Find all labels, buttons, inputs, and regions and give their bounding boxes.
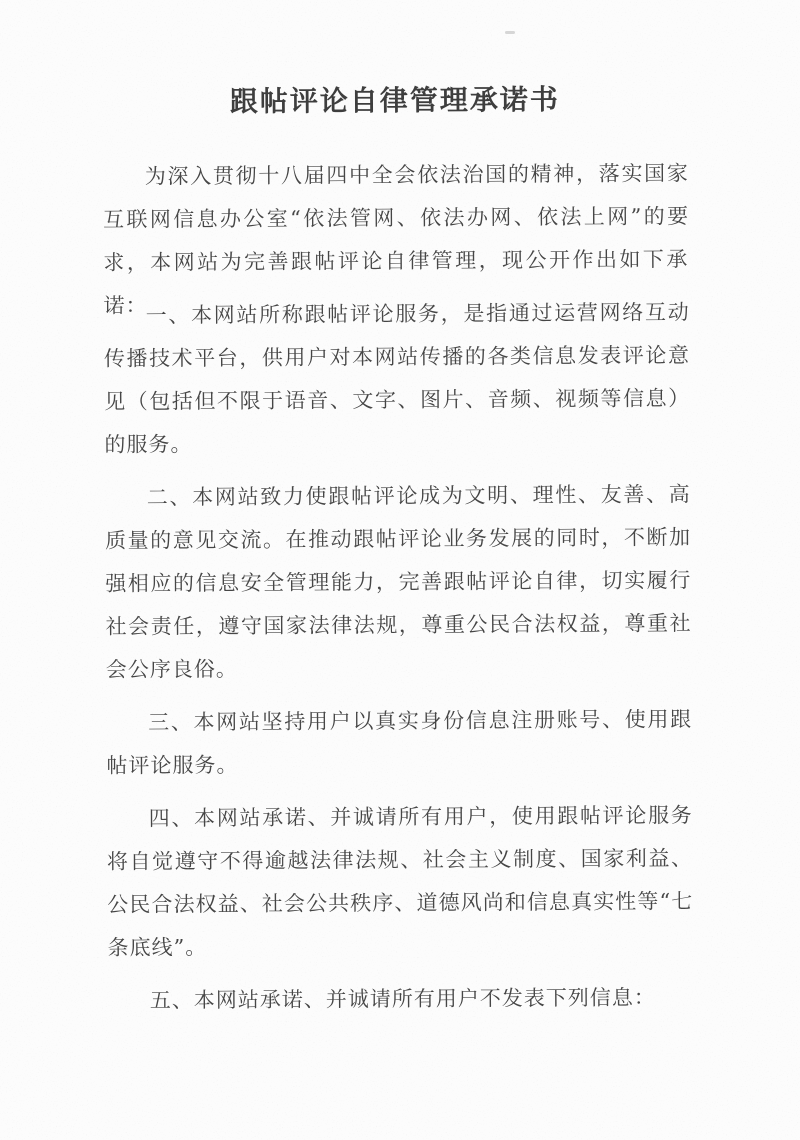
paragraph-line: 公民合法权益、社会公共秩序、道德风尚和信息真实性等“七 <box>107 889 693 917</box>
paragraph-line: 三、本网站坚持用户以真实身份信息注册账号、使用跟 <box>148 707 692 735</box>
document-title: 跟帖评论自律管理承诺书 <box>229 82 560 119</box>
paragraph-line: 强相应的信息安全管理能力，完善跟帖评论自律，切实履行 <box>105 568 691 596</box>
paragraph <box>106 698 692 788</box>
paragraph <box>107 794 693 970</box>
paragraph-line: 的服务。 <box>104 432 193 457</box>
paragraph-line: 五、本网站承诺、并诚请所有用户不发表下列信息： <box>149 985 656 1013</box>
paragraph-line: 会公序良俗。 <box>105 656 238 682</box>
paragraph <box>105 473 691 692</box>
paragraph-line: 一、本网站所称跟帖评论服务，是指通过运营网络互动 <box>145 300 689 328</box>
paragraph-line: 见（包括但不限于语音、文字、图片、音频、视频等信息） <box>104 386 690 414</box>
paragraph-line: 将自觉遵守不得逾越法律法规、社会主义制度、国家利益、 <box>106 846 693 874</box>
paragraph-line: 质量的意见交流。在推动跟帖评论业务发展的同时，不断加 <box>104 525 691 553</box>
paragraph-line: 条底线”。 <box>107 935 208 960</box>
paragraph <box>108 976 693 1023</box>
paragraph-line: 传播技术平台，供用户对本网站传播的各类信息发表评论意 <box>103 343 689 371</box>
document-paragraphs <box>103 152 693 1023</box>
paragraph-line: 四、本网站承诺、并诚请所有用户，使用跟帖评论服务 <box>148 803 692 831</box>
paragraph-line: 为深入贯彻十八届四中全会依法治国的精神，落实国家 <box>144 161 688 189</box>
paragraph-line: 互联网信息办公室“依法管网、依法办网、依法上网”的要 <box>103 204 689 232</box>
paragraph <box>104 291 690 467</box>
paragraph-line: 求，本网站为完善跟帖评论自律管理，现公开作出如下承诺： <box>103 247 689 318</box>
paragraph-line: 帖评论服务。 <box>106 752 239 778</box>
paragraph-line: 二、本网站致力使跟帖评论成为文明、理性、友善、高 <box>146 482 690 510</box>
paragraph-line: 社会责任，遵守国家法律法规，尊重公民合法权益，尊重社 <box>105 611 691 639</box>
document-content <box>102 0 693 1033</box>
